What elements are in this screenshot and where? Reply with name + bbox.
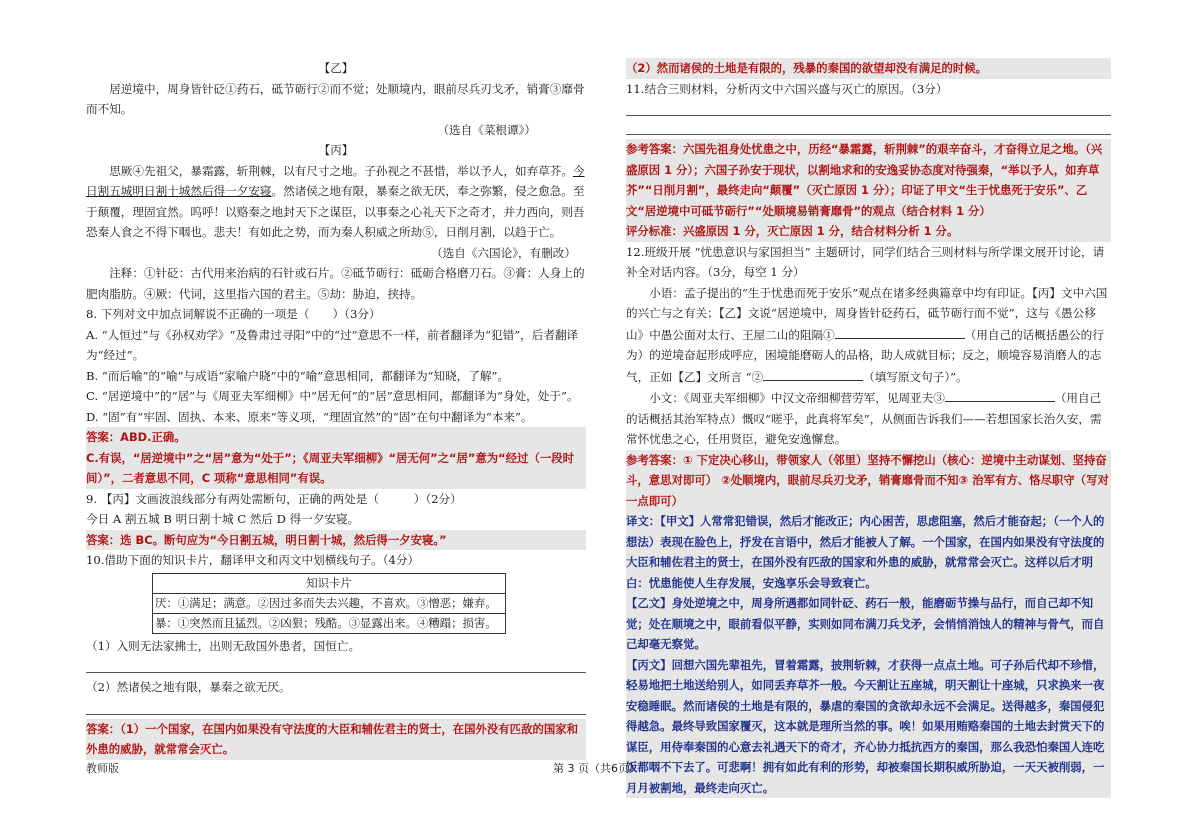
passage-bing-source: （选自《六国论》，有删改） bbox=[431, 245, 576, 260]
answer-line bbox=[626, 120, 1111, 135]
answer-8-line2: C.有误，“居逆境中”之“居”意为“处于”；《周亚夫军细柳》“居无何”之“居”意为“经过（一段时间）”，二者意思不同，C 项称“意思相同”有误。 bbox=[86, 448, 586, 489]
scoring-11: 评分标准：兴盛原因 1 分，灭亡原因 1 分，结合材料分析 1 分。 bbox=[626, 221, 1111, 242]
answer-line bbox=[86, 700, 586, 715]
passage-bing-title: 【丙】 bbox=[318, 143, 354, 157]
left-column bbox=[86, 58, 586, 760]
question-9-options: 今日 A 割五城 B 明日割十城 C 然后 D 得一夕安寝。 bbox=[86, 512, 360, 526]
footer-edition: 教师版 bbox=[86, 762, 119, 775]
question-10-sentence-1: （1）入则无法家拂士，出则无敌国外患者，国恒亡。 bbox=[86, 638, 361, 653]
answer-10: 答案：（1）一个国家，在国内如果没有守法度的大臣和辅佐君主的贤士，在国外没有匹敌的国家和外患的威胁，就常常会灭亡。 bbox=[86, 719, 586, 760]
passage-bing-wavy-underline: 今日割五城明日割十城然后得一夕安寝 bbox=[86, 163, 585, 198]
dialogue-xiaowen-part1: 小文：《周亚夫军细柳》中汉文帝细柳营劳军，见周亚夫③ bbox=[649, 391, 945, 405]
answer-line bbox=[626, 101, 1111, 116]
answer-12: 参考答案：① 下定决心移山，带领家人（邻里）坚持不懈挖山（核心：逆境中主动谋划、坚持奋斗，意思对即可） ②处顺境内，眼前尽兵刃戈矛，销膏靡骨而不知③ 治军有方、恪尽职守（写对一点即可） bbox=[626, 450, 1111, 512]
answer-11: 参考答案：六国先祖身处忧患之中，历经“暴霜露，斩荆棘”的艰辛奋斗，才奋得立足之地。（兴盛原因 1 分）；六国子孙安于现状，以割地求和的安逸妥协态度对待强秦，“举以予人，如弃草芥”“日削月割”，最终走向“颠覆”（灭亡原因 1 分）；印证了甲文“生于忧患死于安乐”、乙文“居逆境中可砥节砺行”“处顺境易销膏靡骨”的观点（结合材料 1 分） bbox=[626, 139, 1111, 221]
footer-page-number: 第 3 页（共6页） bbox=[553, 762, 640, 775]
question-12: 12.班级开展 “忧患意识与家国担当” 主题研讨，同学们结合三则材料与所学课文展开讨论，请补全对话内容。（3分，每空 1 分） bbox=[626, 244, 1105, 279]
knowledge-card-row-yan: 厌：①满足；满意。②因过多而失去兴趣，不喜欢。③憎恶；嫌弃。 bbox=[153, 594, 505, 614]
right-column bbox=[626, 58, 1111, 798]
passage-notes: 注释：①针砭：古代用来治病的石针或石片。②砥节砺行：砥砺合格磨刀石。③膏：人身上的肥肉脂肪。④厥：代词，这里指六国的君主。⑤劫：胁迫，挟持。 bbox=[86, 266, 585, 301]
dialogue-xiaoyu-part1: 小语：孟子提出的“生于忧患而死于安乐”观点在诸多经典篇章中均有印证。【丙】文中六国的兴亡与之有关；【乙】文说“居逆境中，周身皆针砭药石，砥节砺行而不觉”，这与《愚公移山》中愚公面对太行、王屋二山的阻隔① bbox=[626, 285, 1108, 342]
question-8-option-d: D. “固”有“牢固、固执、本来、原来”等义项，“理固宜然”的“固”在句中翻译为“本来”。 bbox=[86, 409, 533, 424]
question-8-option-c: C. “居逆境中”的“居”与《周亚夫军细柳》中“居无何”的“居”意思相同，都翻译为“身处，处于”。 bbox=[86, 389, 579, 403]
passage-bing-part1: 思厥④先祖父，暴霜露，斩荆棘，以有尺寸之地。子孙视之不甚惜，举以予人，如弃草芥。 bbox=[109, 163, 573, 178]
passage-yi-text: 居逆境中，周身皆针砭①药石，砥节砺行②而不觉；处顺境内，眼前尽兵刃戈矛，销膏③靡骨而不知。 bbox=[86, 81, 585, 116]
blank-1 bbox=[835, 324, 965, 339]
knowledge-card-title: 知识卡片 bbox=[153, 574, 505, 594]
answer-10-part2: （2）然而诸侯的土地是有限的，残暴的秦国的欲望却没有满足的时候。 bbox=[626, 58, 1111, 79]
answer-8-line1: 答案：ABD.正确。 bbox=[86, 427, 586, 448]
blank-3 bbox=[945, 387, 1055, 402]
dialogue-xiaoyu bbox=[626, 283, 1111, 388]
question-10-sentence-2: （2）然诸侯之地有限，暴秦之欲无厌。 bbox=[86, 680, 291, 694]
answer-9: 答案：选 BC。断句应为“今日割五城，明日割十城，然后得一夕安寝。” bbox=[86, 530, 586, 551]
question-10: 10.借助下面的知识卡片，翻译甲文和丙文中划横线句子。（4分） bbox=[86, 553, 420, 567]
answer-line bbox=[86, 658, 586, 673]
dialogue-xiaoyu-part3: （填写原文句子）”。 bbox=[863, 369, 968, 384]
question-8: 8. 下列对文中加点词解说不正确的一项是（ ）（3分） bbox=[86, 307, 381, 321]
question-8-option-a: A. “人恒过”与《孙权劝学》“及鲁肃过寻阳”中的“过”意思不一样，前者翻译为“犯错”，后者翻译为“经过”。 bbox=[86, 327, 579, 362]
dialogue-xiaowen-part2: （用自己的话概括其治军特点）慨叹“嗟乎，此真将军矣”，从侧面告诉我们——若想国家长治久安，需常怀忧患之心，任用贤臣，避免安逸懈怠。 bbox=[626, 391, 1102, 446]
question-11: 11.结合三则材料，分析丙文中六国兴盛与灭亡的原因。（3分） bbox=[626, 81, 948, 96]
passage-yi-title: 【乙】 bbox=[318, 61, 354, 75]
question-9: 9. 【丙】文画波浪线部分有两处需断句，正确的两处是（ ）（2分） bbox=[86, 491, 462, 506]
dialogue-xiaoyu-part2: （用自己的话概括愚公的行为）的逆境奋起形成呼应，困境能磨砺人的品格，助人成就目标；反之，顺境容易消磨人的志气，正如【乙】文所言 “② bbox=[626, 327, 1104, 384]
knowledge-card bbox=[152, 573, 506, 634]
blank-2 bbox=[763, 366, 863, 381]
translation-bing: 【丙文】回想六国先辈祖先，冒着霜露，披荆斩棘，才获得一点点土地。可子孙后代却不珍惜，轻易地把土地送给别人，如同丢弃草芥一般。今天割让五座城，明天割让十座城，只求换来一夜安稳睡眠。然而诸侯的土地是有限的，暴虐的秦国的贪欲却永远不会满足。送得越多，秦国侵犯得越急。最终导致国家覆灭，这本就是理所当然的事。唉！如果用贿赂秦国的土地去封赏天下的谋臣，用侍奉秦国的心意去礼遇天下的奇才，齐心协力抵抗西方的秦国，那么我恐怕秦国人连吃饭都咽不下去了。可悲啊！拥有如此有利的形势，却被秦国长期积威所胁迫，一天天被削弱，一月月被割地，最终走向灭亡。 bbox=[626, 655, 1111, 799]
translation-jia: 译文：【甲文】人常常犯错误，然后才能改正；内心困苦，思虑阻塞，然后才能奋起；（一个人的想法）表现在脸色上，抒发在言语中，然后才能被人了解。一个国家，在国内如果没有守法度的大臣和辅佐君主的贤士，在国外没有匹敌的国家和外患的威胁，就常常会灭亡。这样以后才明白：忧患能使人生存发展，安逸享乐会导致衰亡。 bbox=[626, 511, 1111, 593]
passage-bing-text bbox=[86, 161, 586, 243]
question-8-option-b: B. “而后喻”的“喻”与成语“家喻户晓”中的“喻”意思相同，都翻译为“知晓，了解”。 bbox=[86, 368, 509, 383]
dialogue-xiaowen bbox=[626, 387, 1111, 450]
translation-yi: 【乙文】身处逆境之中，周身所遇都如同针砭、药石一般，能磨砺节操与品行，而自己却不知觉；处在顺境之中，眼前看似平静，实则如同布满刀兵戈矛，会悄悄消蚀人的精神与骨气，而自己却毫无察觉。 bbox=[626, 593, 1111, 655]
knowledge-card-row-bao: 暴：①突然而且猛烈。②凶狠；残酷。③显露出来。④糟蹋；损害。 bbox=[155, 615, 497, 630]
passage-bing-part2: 。然诸侯之地有限，暴秦之欲无厌，奉之弥繁，侵之愈急。至于颠覆，理固宜然。呜呼！以赂秦之地封天下之谋臣，以事秦之心礼天下之奇才，并力西向，则吾恐秦人食之不得下咽也。悲夫！有如此之势，而为秦人积威之所劫⑤，日削月割，以趋于亡。 bbox=[86, 184, 585, 239]
passage-yi-source: （选自《菜根谭》） bbox=[437, 122, 536, 137]
